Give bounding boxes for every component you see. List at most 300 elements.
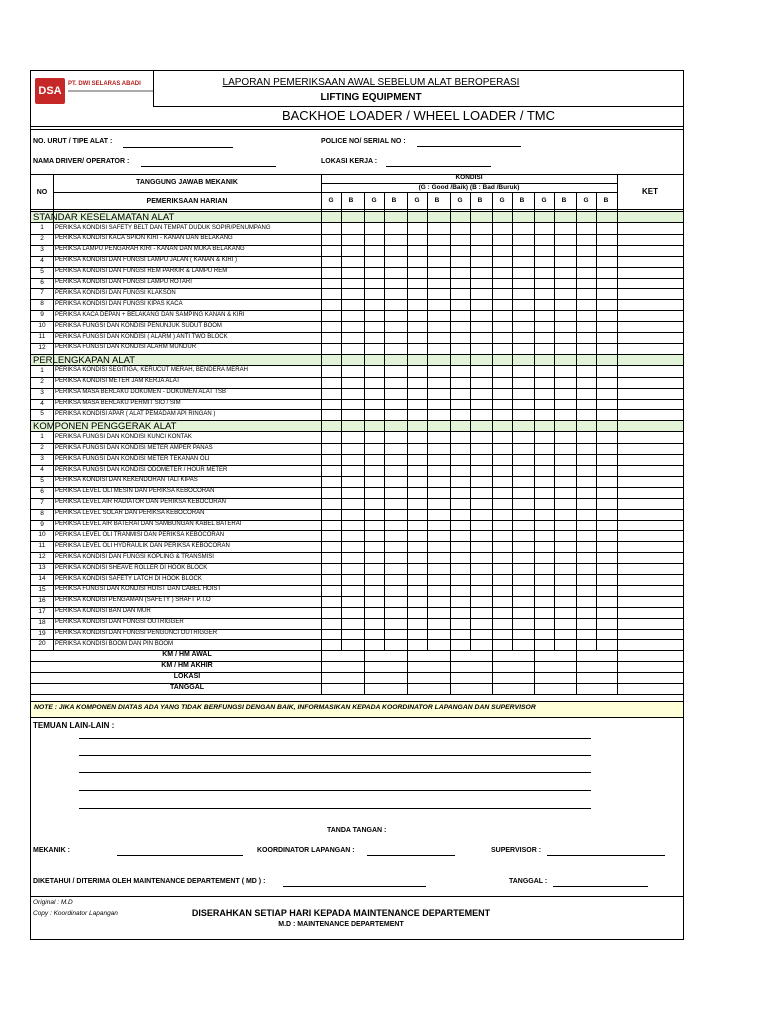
b-checkbox[interactable] <box>341 332 362 343</box>
ket-field[interactable] <box>617 618 683 629</box>
b-checkbox[interactable] <box>384 332 405 343</box>
b-checkbox[interactable] <box>384 563 405 574</box>
g-checkbox[interactable] <box>534 388 554 399</box>
g-checkbox[interactable] <box>576 552 596 563</box>
g-checkbox[interactable] <box>450 377 470 388</box>
b-checkbox[interactable] <box>512 343 533 354</box>
g-checkbox[interactable] <box>492 377 512 388</box>
b-checkbox[interactable] <box>427 288 448 299</box>
g-checkbox[interactable] <box>492 465 512 476</box>
b-checkbox[interactable] <box>384 409 405 420</box>
g-checkbox[interactable] <box>492 409 512 420</box>
g-checkbox[interactable] <box>407 409 427 420</box>
g-checkbox[interactable] <box>450 399 470 410</box>
g-checkbox[interactable] <box>450 607 470 618</box>
ket-field[interactable] <box>617 541 683 552</box>
g-checkbox[interactable] <box>364 267 384 278</box>
ket-field[interactable] <box>617 234 683 245</box>
g-checkbox[interactable] <box>321 343 341 354</box>
b-checkbox[interactable] <box>554 541 575 552</box>
b-checkbox[interactable] <box>512 278 533 289</box>
ket-field[interactable] <box>617 343 683 354</box>
g-checkbox[interactable] <box>321 256 341 267</box>
g-checkbox[interactable] <box>450 278 470 289</box>
b-checkbox[interactable] <box>512 223 533 234</box>
b-checkbox[interactable] <box>512 596 533 607</box>
g-checkbox[interactable] <box>450 487 470 498</box>
g-checkbox[interactable] <box>321 585 341 596</box>
g-checkbox[interactable] <box>492 563 512 574</box>
g-checkbox[interactable] <box>492 585 512 596</box>
g-checkbox[interactable] <box>450 245 470 256</box>
b-checkbox[interactable] <box>596 432 617 443</box>
b-checkbox[interactable] <box>512 639 533 650</box>
g-checkbox[interactable] <box>492 432 512 443</box>
g-checkbox[interactable] <box>534 278 554 289</box>
g-checkbox[interactable] <box>492 618 512 629</box>
g-checkbox[interactable] <box>450 541 470 552</box>
b-checkbox[interactable] <box>384 299 405 310</box>
b-checkbox[interactable] <box>554 563 575 574</box>
b-checkbox[interactable] <box>384 256 405 267</box>
b-checkbox[interactable] <box>341 629 362 640</box>
b-checkbox[interactable] <box>554 520 575 531</box>
g-checkbox[interactable] <box>364 487 384 498</box>
b-checkbox[interactable] <box>596 476 617 487</box>
b-checkbox[interactable] <box>341 377 362 388</box>
b-checkbox[interactable] <box>427 596 448 607</box>
b-checkbox[interactable] <box>470 310 491 321</box>
b-checkbox[interactable] <box>341 574 362 585</box>
b-checkbox[interactable] <box>427 498 448 509</box>
temuan-line-3[interactable] <box>79 772 591 773</box>
temuan-line-4[interactable] <box>79 790 591 791</box>
g-checkbox[interactable] <box>407 454 427 465</box>
g-checkbox[interactable] <box>321 487 341 498</box>
b-checkbox[interactable] <box>341 267 362 278</box>
b-checkbox[interactable] <box>470 278 491 289</box>
g-checkbox[interactable] <box>450 388 470 399</box>
g-checkbox[interactable] <box>321 454 341 465</box>
b-checkbox[interactable] <box>554 343 575 354</box>
b-checkbox[interactable] <box>427 299 448 310</box>
g-checkbox[interactable] <box>364 607 384 618</box>
g-checkbox[interactable] <box>534 530 554 541</box>
b-checkbox[interactable] <box>512 310 533 321</box>
g-checkbox[interactable] <box>534 299 554 310</box>
g-checkbox[interactable] <box>321 234 341 245</box>
b-checkbox[interactable] <box>341 487 362 498</box>
b-checkbox[interactable] <box>554 278 575 289</box>
b-checkbox[interactable] <box>384 596 405 607</box>
b-checkbox[interactable] <box>384 629 405 640</box>
b-checkbox[interactable] <box>384 454 405 465</box>
b-checkbox[interactable] <box>341 399 362 410</box>
b-checkbox[interactable] <box>341 509 362 520</box>
b-checkbox[interactable] <box>512 629 533 640</box>
b-checkbox[interactable] <box>427 585 448 596</box>
b-checkbox[interactable] <box>596 310 617 321</box>
b-checkbox[interactable] <box>384 377 405 388</box>
b-checkbox[interactable] <box>554 399 575 410</box>
footer-cell[interactable] <box>450 683 491 694</box>
g-checkbox[interactable] <box>534 432 554 443</box>
g-checkbox[interactable] <box>534 541 554 552</box>
b-checkbox[interactable] <box>470 454 491 465</box>
g-checkbox[interactable] <box>576 234 596 245</box>
g-checkbox[interactable] <box>364 332 384 343</box>
ket-field[interactable] <box>617 574 683 585</box>
ket-field[interactable] <box>617 278 683 289</box>
b-checkbox[interactable] <box>470 541 491 552</box>
ket-field[interactable] <box>617 487 683 498</box>
b-checkbox[interactable] <box>384 487 405 498</box>
b-checkbox[interactable] <box>341 541 362 552</box>
g-checkbox[interactable] <box>492 541 512 552</box>
g-checkbox[interactable] <box>576 498 596 509</box>
no-urut-field[interactable] <box>123 147 233 148</box>
b-checkbox[interactable] <box>427 256 448 267</box>
footer-cell[interactable] <box>492 661 533 672</box>
footer-cell[interactable] <box>364 650 405 661</box>
b-checkbox[interactable] <box>596 399 617 410</box>
diketahui-signature-field[interactable] <box>283 886 426 887</box>
b-checkbox[interactable] <box>384 443 405 454</box>
g-checkbox[interactable] <box>492 399 512 410</box>
g-checkbox[interactable] <box>576 223 596 234</box>
g-checkbox[interactable] <box>492 607 512 618</box>
b-checkbox[interactable] <box>384 607 405 618</box>
b-checkbox[interactable] <box>470 432 491 443</box>
b-checkbox[interactable] <box>554 596 575 607</box>
b-checkbox[interactable] <box>596 509 617 520</box>
g-checkbox[interactable] <box>364 278 384 289</box>
b-checkbox[interactable] <box>596 409 617 420</box>
g-checkbox[interactable] <box>576 574 596 585</box>
b-checkbox[interactable] <box>596 288 617 299</box>
b-checkbox[interactable] <box>596 343 617 354</box>
b-checkbox[interactable] <box>427 234 448 245</box>
b-checkbox[interactable] <box>596 574 617 585</box>
g-checkbox[interactable] <box>576 607 596 618</box>
g-checkbox[interactable] <box>450 509 470 520</box>
g-checkbox[interactable] <box>492 454 512 465</box>
ket-field[interactable] <box>617 432 683 443</box>
g-checkbox[interactable] <box>407 520 427 531</box>
b-checkbox[interactable] <box>341 388 362 399</box>
g-checkbox[interactable] <box>321 223 341 234</box>
b-checkbox[interactable] <box>470 530 491 541</box>
b-checkbox[interactable] <box>554 476 575 487</box>
g-checkbox[interactable] <box>321 443 341 454</box>
g-checkbox[interactable] <box>534 321 554 332</box>
b-checkbox[interactable] <box>512 465 533 476</box>
g-checkbox[interactable] <box>492 639 512 650</box>
b-checkbox[interactable] <box>341 343 362 354</box>
b-checkbox[interactable] <box>470 509 491 520</box>
g-checkbox[interactable] <box>450 409 470 420</box>
b-checkbox[interactable] <box>384 343 405 354</box>
footer-cell[interactable] <box>407 672 448 683</box>
mekanik-signature-field[interactable] <box>117 855 243 856</box>
g-checkbox[interactable] <box>407 299 427 310</box>
b-checkbox[interactable] <box>512 256 533 267</box>
g-checkbox[interactable] <box>407 552 427 563</box>
b-checkbox[interactable] <box>554 585 575 596</box>
g-checkbox[interactable] <box>576 465 596 476</box>
g-checkbox[interactable] <box>407 332 427 343</box>
b-checkbox[interactable] <box>512 245 533 256</box>
b-checkbox[interactable] <box>596 366 617 377</box>
g-checkbox[interactable] <box>407 366 427 377</box>
b-checkbox[interactable] <box>554 432 575 443</box>
g-checkbox[interactable] <box>492 288 512 299</box>
b-checkbox[interactable] <box>470 267 491 278</box>
footer-cell[interactable] <box>534 650 575 661</box>
g-checkbox[interactable] <box>534 223 554 234</box>
g-checkbox[interactable] <box>450 256 470 267</box>
b-checkbox[interactable] <box>596 332 617 343</box>
b-checkbox[interactable] <box>596 552 617 563</box>
g-checkbox[interactable] <box>492 321 512 332</box>
g-checkbox[interactable] <box>534 574 554 585</box>
b-checkbox[interactable] <box>554 574 575 585</box>
g-checkbox[interactable] <box>534 366 554 377</box>
b-checkbox[interactable] <box>341 520 362 531</box>
b-checkbox[interactable] <box>427 520 448 531</box>
g-checkbox[interactable] <box>534 596 554 607</box>
b-checkbox[interactable] <box>341 223 362 234</box>
b-checkbox[interactable] <box>512 487 533 498</box>
footer-cell[interactable] <box>534 661 575 672</box>
b-checkbox[interactable] <box>427 552 448 563</box>
g-checkbox[interactable] <box>364 399 384 410</box>
g-checkbox[interactable] <box>492 310 512 321</box>
b-checkbox[interactable] <box>470 443 491 454</box>
g-checkbox[interactable] <box>534 256 554 267</box>
g-checkbox[interactable] <box>576 299 596 310</box>
g-checkbox[interactable] <box>450 332 470 343</box>
g-checkbox[interactable] <box>450 552 470 563</box>
g-checkbox[interactable] <box>321 563 341 574</box>
g-checkbox[interactable] <box>321 520 341 531</box>
b-checkbox[interactable] <box>512 585 533 596</box>
b-checkbox[interactable] <box>384 366 405 377</box>
b-checkbox[interactable] <box>554 443 575 454</box>
g-checkbox[interactable] <box>576 618 596 629</box>
g-checkbox[interactable] <box>321 509 341 520</box>
g-checkbox[interactable] <box>407 498 427 509</box>
b-checkbox[interactable] <box>341 288 362 299</box>
g-checkbox[interactable] <box>407 541 427 552</box>
b-checkbox[interactable] <box>554 310 575 321</box>
g-checkbox[interactable] <box>450 267 470 278</box>
b-checkbox[interactable] <box>427 629 448 640</box>
b-checkbox[interactable] <box>470 234 491 245</box>
g-checkbox[interactable] <box>450 432 470 443</box>
g-checkbox[interactable] <box>407 530 427 541</box>
g-checkbox[interactable] <box>534 618 554 629</box>
b-checkbox[interactable] <box>554 618 575 629</box>
b-checkbox[interactable] <box>512 498 533 509</box>
ket-field[interactable] <box>617 498 683 509</box>
b-checkbox[interactable] <box>384 541 405 552</box>
g-checkbox[interactable] <box>321 366 341 377</box>
b-checkbox[interactable] <box>512 432 533 443</box>
ket-field[interactable] <box>617 409 683 420</box>
g-checkbox[interactable] <box>407 377 427 388</box>
b-checkbox[interactable] <box>341 552 362 563</box>
g-checkbox[interactable] <box>407 432 427 443</box>
g-checkbox[interactable] <box>407 245 427 256</box>
b-checkbox[interactable] <box>427 377 448 388</box>
b-checkbox[interactable] <box>512 509 533 520</box>
b-checkbox[interactable] <box>512 618 533 629</box>
g-checkbox[interactable] <box>364 343 384 354</box>
b-checkbox[interactable] <box>596 223 617 234</box>
b-checkbox[interactable] <box>427 509 448 520</box>
b-checkbox[interactable] <box>427 343 448 354</box>
g-checkbox[interactable] <box>492 498 512 509</box>
g-checkbox[interactable] <box>364 388 384 399</box>
footer-cell[interactable] <box>576 683 617 694</box>
footer-cell[interactable] <box>321 683 362 694</box>
g-checkbox[interactable] <box>407 388 427 399</box>
b-checkbox[interactable] <box>470 629 491 640</box>
b-checkbox[interactable] <box>596 256 617 267</box>
g-checkbox[interactable] <box>450 321 470 332</box>
b-checkbox[interactable] <box>470 366 491 377</box>
g-checkbox[interactable] <box>450 465 470 476</box>
g-checkbox[interactable] <box>534 377 554 388</box>
b-checkbox[interactable] <box>341 256 362 267</box>
g-checkbox[interactable] <box>364 454 384 465</box>
g-checkbox[interactable] <box>534 332 554 343</box>
b-checkbox[interactable] <box>470 552 491 563</box>
g-checkbox[interactable] <box>407 399 427 410</box>
g-checkbox[interactable] <box>576 288 596 299</box>
g-checkbox[interactable] <box>492 509 512 520</box>
b-checkbox[interactable] <box>596 541 617 552</box>
g-checkbox[interactable] <box>364 629 384 640</box>
driver-field[interactable] <box>141 166 276 167</box>
g-checkbox[interactable] <box>450 639 470 650</box>
b-checkbox[interactable] <box>341 443 362 454</box>
g-checkbox[interactable] <box>576 321 596 332</box>
ket-field[interactable] <box>617 310 683 321</box>
g-checkbox[interactable] <box>534 454 554 465</box>
b-checkbox[interactable] <box>427 443 448 454</box>
ket-field[interactable] <box>617 377 683 388</box>
g-checkbox[interactable] <box>321 476 341 487</box>
g-checkbox[interactable] <box>321 629 341 640</box>
g-checkbox[interactable] <box>321 377 341 388</box>
g-checkbox[interactable] <box>492 574 512 585</box>
b-checkbox[interactable] <box>384 476 405 487</box>
g-checkbox[interactable] <box>364 476 384 487</box>
b-checkbox[interactable] <box>512 476 533 487</box>
g-checkbox[interactable] <box>364 552 384 563</box>
b-checkbox[interactable] <box>384 321 405 332</box>
g-checkbox[interactable] <box>364 223 384 234</box>
g-checkbox[interactable] <box>576 509 596 520</box>
g-checkbox[interactable] <box>407 465 427 476</box>
b-checkbox[interactable] <box>470 299 491 310</box>
g-checkbox[interactable] <box>407 234 427 245</box>
b-checkbox[interactable] <box>596 520 617 531</box>
ket-field[interactable] <box>617 399 683 410</box>
ket-field[interactable] <box>617 629 683 640</box>
ket-field[interactable] <box>617 563 683 574</box>
footer-cell[interactable] <box>576 650 617 661</box>
b-checkbox[interactable] <box>427 465 448 476</box>
b-checkbox[interactable] <box>512 607 533 618</box>
g-checkbox[interactable] <box>534 267 554 278</box>
b-checkbox[interactable] <box>596 596 617 607</box>
ket-field[interactable] <box>617 585 683 596</box>
g-checkbox[interactable] <box>576 388 596 399</box>
g-checkbox[interactable] <box>492 443 512 454</box>
footer-cell[interactable] <box>534 672 575 683</box>
b-checkbox[interactable] <box>512 366 533 377</box>
ket-field[interactable] <box>617 520 683 531</box>
g-checkbox[interactable] <box>450 366 470 377</box>
ket-field[interactable] <box>617 288 683 299</box>
g-checkbox[interactable] <box>576 310 596 321</box>
supervisor-signature-field[interactable] <box>547 855 665 856</box>
footer-cell[interactable] <box>492 683 533 694</box>
g-checkbox[interactable] <box>321 541 341 552</box>
b-checkbox[interactable] <box>470 563 491 574</box>
b-checkbox[interactable] <box>341 432 362 443</box>
g-checkbox[interactable] <box>576 563 596 574</box>
b-checkbox[interactable] <box>341 498 362 509</box>
g-checkbox[interactable] <box>321 267 341 278</box>
g-checkbox[interactable] <box>576 332 596 343</box>
g-checkbox[interactable] <box>492 299 512 310</box>
g-checkbox[interactable] <box>534 310 554 321</box>
b-checkbox[interactable] <box>554 639 575 650</box>
g-checkbox[interactable] <box>407 629 427 640</box>
g-checkbox[interactable] <box>450 223 470 234</box>
g-checkbox[interactable] <box>492 487 512 498</box>
b-checkbox[interactable] <box>341 596 362 607</box>
g-checkbox[interactable] <box>364 530 384 541</box>
b-checkbox[interactable] <box>512 541 533 552</box>
b-checkbox[interactable] <box>427 223 448 234</box>
b-checkbox[interactable] <box>596 388 617 399</box>
g-checkbox[interactable] <box>534 498 554 509</box>
g-checkbox[interactable] <box>321 321 341 332</box>
b-checkbox[interactable] <box>596 245 617 256</box>
g-checkbox[interactable] <box>576 409 596 420</box>
g-checkbox[interactable] <box>364 432 384 443</box>
b-checkbox[interactable] <box>596 585 617 596</box>
b-checkbox[interactable] <box>512 443 533 454</box>
b-checkbox[interactable] <box>427 332 448 343</box>
g-checkbox[interactable] <box>492 245 512 256</box>
ket-field[interactable] <box>617 388 683 399</box>
b-checkbox[interactable] <box>470 498 491 509</box>
g-checkbox[interactable] <box>321 530 341 541</box>
b-checkbox[interactable] <box>384 399 405 410</box>
b-checkbox[interactable] <box>470 245 491 256</box>
g-checkbox[interactable] <box>576 267 596 278</box>
b-checkbox[interactable] <box>470 409 491 420</box>
g-checkbox[interactable] <box>576 256 596 267</box>
b-checkbox[interactable] <box>554 245 575 256</box>
g-checkbox[interactable] <box>364 245 384 256</box>
